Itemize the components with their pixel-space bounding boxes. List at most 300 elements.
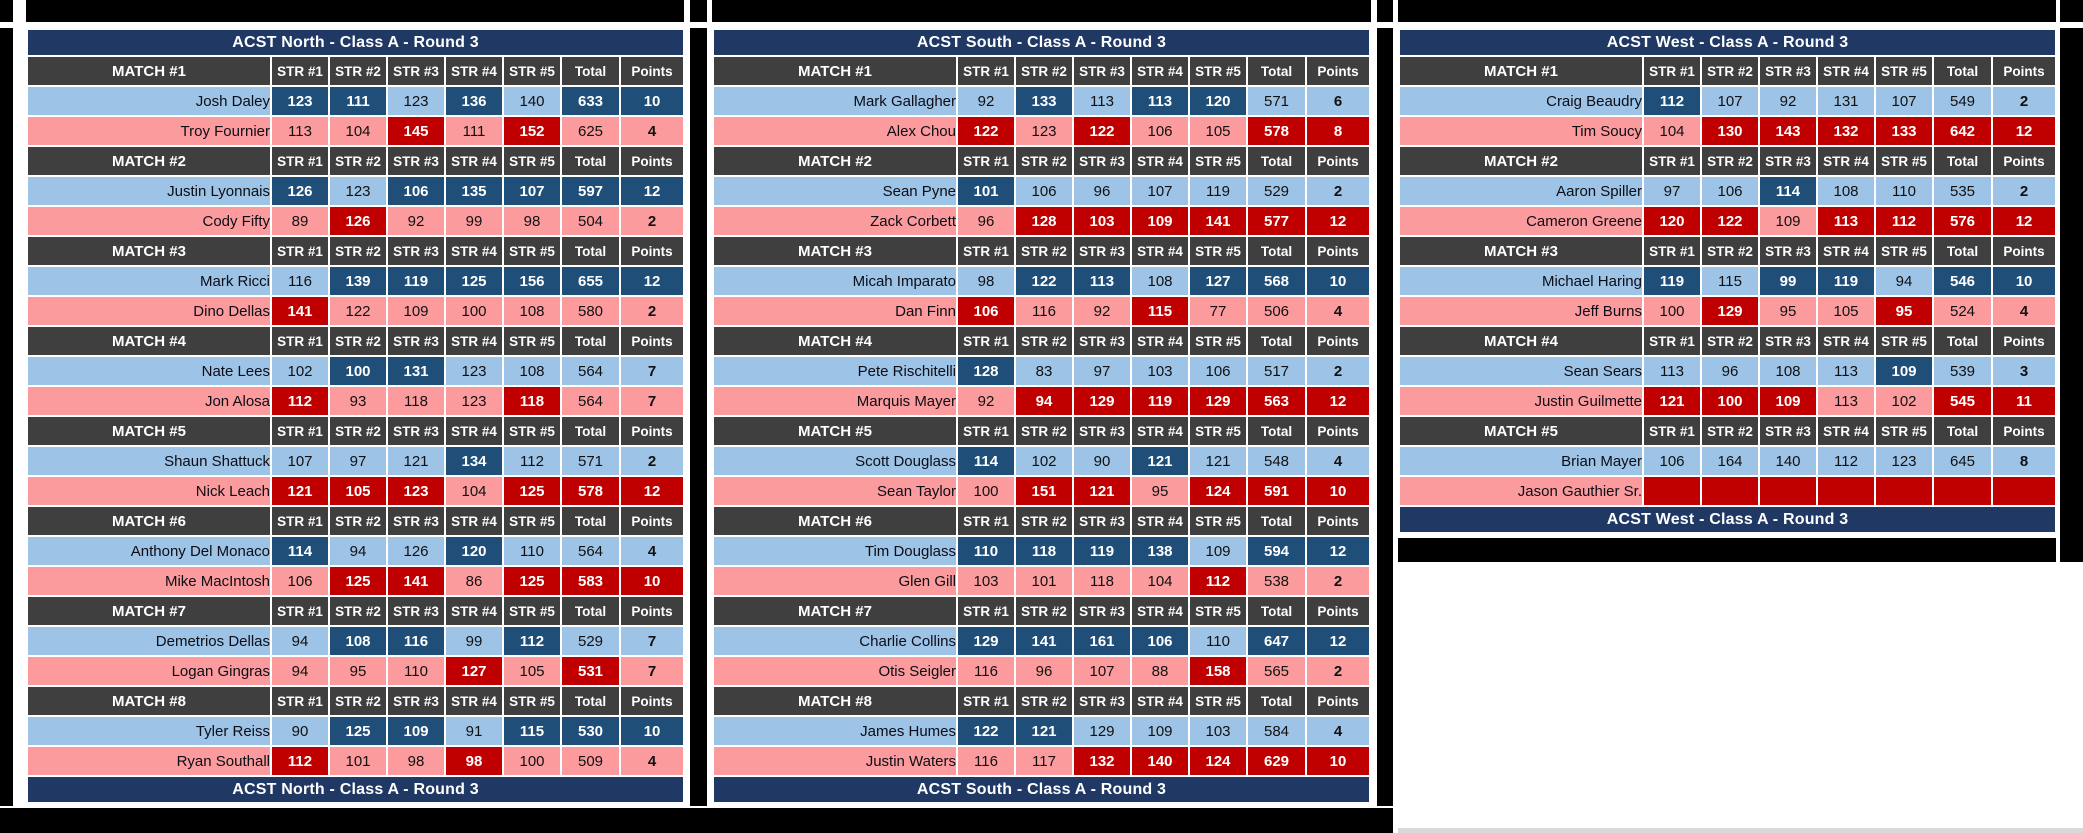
string-score: 102 xyxy=(1016,447,1072,475)
string-header: Points xyxy=(1307,57,1369,85)
string-score: 108 xyxy=(1818,177,1874,205)
string-header: Total xyxy=(1934,237,1991,265)
player-row xyxy=(28,477,683,505)
string-score: 105 xyxy=(504,657,560,685)
string-header: STR #4 xyxy=(446,687,502,715)
player-row xyxy=(714,567,1369,595)
string-header: Points xyxy=(621,687,683,715)
string-header: Points xyxy=(621,57,683,85)
points-value: 4 xyxy=(621,747,683,775)
string-header: Total xyxy=(1934,327,1991,355)
string-score: 120 xyxy=(446,537,502,565)
string-score: 106 xyxy=(1016,177,1072,205)
string-score: 108 xyxy=(330,627,386,655)
points-value: 10 xyxy=(1307,747,1369,775)
player-row xyxy=(1400,177,2055,205)
string-score: 112 xyxy=(1190,567,1246,595)
table-title: ACST West - Class A - Round 3 xyxy=(1400,30,2055,55)
points-value: 2 xyxy=(1307,177,1369,205)
string-score: 125 xyxy=(446,267,502,295)
player-name: Micah Imparato xyxy=(714,267,956,295)
player-row xyxy=(714,387,1369,415)
points-value: 2 xyxy=(1307,657,1369,685)
player-row xyxy=(1400,297,2055,325)
string-header: STR #3 xyxy=(388,597,444,625)
string-score: 94 xyxy=(272,627,328,655)
player-name: Charlie Collins xyxy=(714,627,956,655)
points-value: 10 xyxy=(621,87,683,115)
total-score: 577 xyxy=(1248,207,1305,235)
string-header: STR #5 xyxy=(504,147,560,175)
player-name: Justin Lyonnais xyxy=(28,177,270,205)
string-score: 106 xyxy=(1190,357,1246,385)
player-name: Glen Gill xyxy=(714,567,956,595)
string-score: 95 xyxy=(1760,297,1816,325)
player-name: Logan Gingras xyxy=(28,657,270,685)
string-score: 110 xyxy=(1876,177,1932,205)
string-score: 138 xyxy=(1132,537,1188,565)
points-value: 11 xyxy=(1993,387,2055,415)
string-header: Points xyxy=(621,147,683,175)
string-header: STR #3 xyxy=(1074,327,1130,355)
string-score: 108 xyxy=(504,297,560,325)
match-label: MATCH #3 xyxy=(28,237,270,265)
player-name: Mark Ricci xyxy=(28,267,270,295)
string-header: Points xyxy=(621,507,683,535)
string-score: 106 xyxy=(388,177,444,205)
match-label: MATCH #6 xyxy=(28,507,270,535)
column-separator-north-south xyxy=(690,28,707,806)
string-header: STR #2 xyxy=(1016,327,1072,355)
string-score: 103 xyxy=(1074,207,1130,235)
string-score: 125 xyxy=(504,567,560,595)
string-header: Points xyxy=(1993,417,2055,445)
string-score: 96 xyxy=(1074,177,1130,205)
string-header: STR #1 xyxy=(1644,327,1700,355)
match-label: MATCH #4 xyxy=(1400,327,1642,355)
string-score: 113 xyxy=(1132,87,1188,115)
string-header: STR #5 xyxy=(504,597,560,625)
player-row xyxy=(28,357,683,385)
string-score: 109 xyxy=(1132,207,1188,235)
points-value: 4 xyxy=(1307,447,1369,475)
match-label: MATCH #5 xyxy=(28,417,270,445)
string-score: 119 xyxy=(1132,387,1188,415)
string-header: STR #4 xyxy=(1818,417,1874,445)
string-score: 106 xyxy=(1132,117,1188,145)
string-header: Total xyxy=(1248,417,1305,445)
player-name: Sean Sears xyxy=(1400,357,1642,385)
string-score: 98 xyxy=(504,207,560,235)
player-row xyxy=(28,657,683,685)
string-score: 91 xyxy=(446,717,502,745)
string-score: 127 xyxy=(1190,267,1246,295)
string-score: 107 xyxy=(1876,87,1932,115)
total-score: 530 xyxy=(562,717,619,745)
string-header: STR #4 xyxy=(1132,57,1188,85)
string-score: 164 xyxy=(1702,447,1758,475)
string-score: 83 xyxy=(1016,357,1072,385)
string-header: STR #5 xyxy=(1190,147,1246,175)
string-score: 100 xyxy=(330,357,386,385)
string-score: 97 xyxy=(1644,177,1700,205)
total-score: 571 xyxy=(1248,87,1305,115)
string-score: 118 xyxy=(504,387,560,415)
string-score: 108 xyxy=(1132,267,1188,295)
string-score: 95 xyxy=(1132,477,1188,505)
string-header: STR #3 xyxy=(388,57,444,85)
player-row xyxy=(1400,357,2055,385)
string-header: Points xyxy=(1993,327,2055,355)
points-value: 10 xyxy=(1307,477,1369,505)
string-header: STR #5 xyxy=(1190,687,1246,715)
string-score: 121 xyxy=(1016,717,1072,745)
string-header: Total xyxy=(562,57,619,85)
string-score: 123 xyxy=(446,357,502,385)
string-header: STR #3 xyxy=(1074,687,1130,715)
points-value: 2 xyxy=(621,297,683,325)
string-header: STR #1 xyxy=(272,507,328,535)
points-value: 2 xyxy=(1993,177,2055,205)
gridline-gap xyxy=(707,0,712,22)
points-value: 10 xyxy=(621,717,683,745)
total-score: 529 xyxy=(1248,177,1305,205)
string-score: 101 xyxy=(958,177,1014,205)
string-score: 122 xyxy=(958,117,1014,145)
string-header: STR #2 xyxy=(330,237,386,265)
string-score: 96 xyxy=(1702,357,1758,385)
string-score: 114 xyxy=(958,447,1014,475)
string-score: 135 xyxy=(446,177,502,205)
total-score: 625 xyxy=(562,117,619,145)
string-header: STR #1 xyxy=(958,147,1014,175)
string-score xyxy=(1702,477,1758,505)
string-score: 108 xyxy=(1760,357,1816,385)
player-name: Cameron Greene xyxy=(1400,207,1642,235)
string-header: STR #5 xyxy=(504,237,560,265)
points-value: 7 xyxy=(621,357,683,385)
string-score: 119 xyxy=(1190,177,1246,205)
table-footer: ACST West - Class A - Round 3 xyxy=(1400,507,2055,532)
total-score: 531 xyxy=(562,657,619,685)
string-header: STR #5 xyxy=(1876,417,1932,445)
player-name: Sean Pyne xyxy=(714,177,956,205)
string-score: 158 xyxy=(1190,657,1246,685)
string-score: 103 xyxy=(1190,717,1246,745)
string-score: 118 xyxy=(1016,537,1072,565)
string-header: STR #1 xyxy=(272,57,328,85)
string-header: STR #3 xyxy=(1074,507,1130,535)
string-score: 104 xyxy=(330,117,386,145)
player-name: Scott Douglass xyxy=(714,447,956,475)
match-label: MATCH #8 xyxy=(714,687,956,715)
black-fill-under-west-table xyxy=(1398,538,2056,562)
string-score: 107 xyxy=(504,177,560,205)
string-score: 123 xyxy=(272,87,328,115)
string-score: 92 xyxy=(958,387,1014,415)
string-header: STR #1 xyxy=(1644,147,1700,175)
string-score: 125 xyxy=(330,717,386,745)
string-header: STR #4 xyxy=(1132,147,1188,175)
match-label: MATCH #3 xyxy=(714,237,956,265)
total-score: 580 xyxy=(562,297,619,325)
total-score: 655 xyxy=(562,267,619,295)
player-name: Brian Mayer xyxy=(1400,447,1642,475)
string-score: 140 xyxy=(504,87,560,115)
string-score: 145 xyxy=(388,117,444,145)
string-score: 122 xyxy=(1016,267,1072,295)
string-header: STR #1 xyxy=(1644,237,1700,265)
string-header: STR #3 xyxy=(1074,57,1130,85)
bottom-right-gray-line xyxy=(1398,828,2083,833)
string-score: 105 xyxy=(330,477,386,505)
player-row xyxy=(1400,207,2055,235)
total-score: 535 xyxy=(1934,177,1991,205)
string-header: STR #3 xyxy=(388,417,444,445)
player-name: Anthony Del Monaco xyxy=(28,537,270,565)
string-header: STR #2 xyxy=(330,327,386,355)
match-label: MATCH #1 xyxy=(28,57,270,85)
player-row xyxy=(28,447,683,475)
string-score: 90 xyxy=(1074,447,1130,475)
string-header: STR #3 xyxy=(1074,417,1130,445)
total-score: 545 xyxy=(1934,387,1991,415)
string-score: 110 xyxy=(388,657,444,685)
total-score: 539 xyxy=(1934,357,1991,385)
string-score: 122 xyxy=(958,717,1014,745)
string-score: 128 xyxy=(958,357,1014,385)
total-score: 564 xyxy=(562,357,619,385)
string-header: Points xyxy=(1993,237,2055,265)
string-score: 117 xyxy=(1016,747,1072,775)
points-value: 2 xyxy=(621,207,683,235)
total-score: 529 xyxy=(562,627,619,655)
player-name: Dan Finn xyxy=(714,297,956,325)
string-header: STR #5 xyxy=(1876,327,1932,355)
string-header: STR #1 xyxy=(1644,57,1700,85)
string-score: 132 xyxy=(1074,747,1130,775)
match-label: MATCH #6 xyxy=(714,507,956,535)
string-score: 161 xyxy=(1074,627,1130,655)
total-score: 591 xyxy=(1248,477,1305,505)
player-name: Marquis Mayer xyxy=(714,387,956,415)
player-name: Nate Lees xyxy=(28,357,270,385)
points-value: 10 xyxy=(1307,267,1369,295)
string-score: 88 xyxy=(1132,657,1188,685)
string-header: STR #3 xyxy=(1074,237,1130,265)
points-value: 4 xyxy=(621,117,683,145)
string-score: 123 xyxy=(388,87,444,115)
total-score: 538 xyxy=(1248,567,1305,595)
string-score: 141 xyxy=(388,567,444,595)
total-score: 578 xyxy=(1248,117,1305,145)
string-score: 129 xyxy=(1074,387,1130,415)
points-value: 2 xyxy=(1307,357,1369,385)
string-header: Total xyxy=(1934,147,1991,175)
string-score: 97 xyxy=(1074,357,1130,385)
string-score: 122 xyxy=(330,297,386,325)
string-score: 94 xyxy=(1016,387,1072,415)
string-header: STR #2 xyxy=(1702,327,1758,355)
string-header: STR #1 xyxy=(958,57,1014,85)
string-header: Points xyxy=(1307,327,1369,355)
points-value: 8 xyxy=(1307,117,1369,145)
string-header: STR #2 xyxy=(330,597,386,625)
column-separator-south-west xyxy=(1377,28,1393,806)
player-row xyxy=(714,747,1369,775)
gridline-gap xyxy=(2056,0,2060,22)
string-header: STR #2 xyxy=(1702,417,1758,445)
string-header: Total xyxy=(562,417,619,445)
string-header: STR #4 xyxy=(1132,597,1188,625)
string-score: 106 xyxy=(272,567,328,595)
string-score xyxy=(1644,477,1700,505)
string-header: STR #5 xyxy=(504,687,560,715)
points-value: 4 xyxy=(1307,297,1369,325)
string-score: 95 xyxy=(330,657,386,685)
string-score: 103 xyxy=(958,567,1014,595)
total-score: 524 xyxy=(1934,297,1991,325)
string-header: Total xyxy=(562,237,619,265)
total-score: 576 xyxy=(1934,207,1991,235)
player-row xyxy=(1400,387,2055,415)
string-header: Total xyxy=(562,147,619,175)
string-header: STR #2 xyxy=(330,687,386,715)
string-header: STR #2 xyxy=(330,507,386,535)
string-score: 129 xyxy=(1190,387,1246,415)
score-table-south xyxy=(712,28,1371,804)
north-table-region xyxy=(26,28,685,804)
string-header: Points xyxy=(1307,417,1369,445)
string-score: 113 xyxy=(1818,207,1874,235)
string-header: STR #4 xyxy=(1818,147,1874,175)
string-score: 141 xyxy=(272,297,328,325)
string-header: STR #2 xyxy=(1016,147,1072,175)
string-header: STR #3 xyxy=(1760,237,1816,265)
string-header: STR #4 xyxy=(1132,687,1188,715)
string-score: 100 xyxy=(1644,297,1700,325)
string-score: 143 xyxy=(1760,117,1816,145)
string-score: 106 xyxy=(1644,447,1700,475)
total-score: 647 xyxy=(1248,627,1305,655)
points-value: 4 xyxy=(621,537,683,565)
string-score: 109 xyxy=(1132,717,1188,745)
player-row xyxy=(1400,267,2055,295)
string-score: 107 xyxy=(272,447,328,475)
string-header: STR #2 xyxy=(330,147,386,175)
gridline-gap xyxy=(684,0,690,22)
string-score: 109 xyxy=(388,717,444,745)
player-row xyxy=(1400,447,2055,475)
player-row xyxy=(714,357,1369,385)
total-score: 517 xyxy=(1248,357,1305,385)
string-score: 125 xyxy=(504,477,560,505)
string-score: 107 xyxy=(1132,177,1188,205)
string-header: STR #5 xyxy=(1190,597,1246,625)
match-label: MATCH #1 xyxy=(1400,57,1642,85)
string-header: Points xyxy=(621,327,683,355)
player-name: Jeff Burns xyxy=(1400,297,1642,325)
string-score: 102 xyxy=(272,357,328,385)
string-score: 106 xyxy=(958,297,1014,325)
string-header: Total xyxy=(1248,57,1305,85)
string-score: 110 xyxy=(958,537,1014,565)
string-score: 104 xyxy=(1132,567,1188,595)
string-header: STR #4 xyxy=(1818,57,1874,85)
string-score: 156 xyxy=(504,267,560,295)
string-header: STR #5 xyxy=(1190,417,1246,445)
string-score: 105 xyxy=(1818,297,1874,325)
string-header: STR #3 xyxy=(1760,327,1816,355)
player-name: Josh Daley xyxy=(28,87,270,115)
player-name: Mark Gallagher xyxy=(714,87,956,115)
string-score: 111 xyxy=(446,117,502,145)
string-header: STR #4 xyxy=(446,57,502,85)
string-score: 140 xyxy=(1132,747,1188,775)
string-score xyxy=(1760,477,1816,505)
player-row xyxy=(28,207,683,235)
player-name: Jason Gauthier Sr. xyxy=(1400,477,1642,505)
player-row xyxy=(1400,117,2055,145)
points-value: 4 xyxy=(1307,717,1369,745)
string-score: 151 xyxy=(1016,477,1072,505)
black-fill-right-column xyxy=(2060,28,2083,562)
points-value: 3 xyxy=(1993,357,2055,385)
string-header: STR #4 xyxy=(1818,327,1874,355)
points-value: 12 xyxy=(1307,627,1369,655)
player-name: Demetrios Dellas xyxy=(28,627,270,655)
string-score: 123 xyxy=(1016,117,1072,145)
total-score: 563 xyxy=(1248,387,1305,415)
string-score: 119 xyxy=(388,267,444,295)
string-score: 120 xyxy=(1644,207,1700,235)
string-score xyxy=(1876,477,1932,505)
string-score: 104 xyxy=(446,477,502,505)
string-score: 120 xyxy=(1190,87,1246,115)
string-score: 129 xyxy=(958,627,1014,655)
string-header: STR #3 xyxy=(388,507,444,535)
string-score: 126 xyxy=(330,207,386,235)
black-fill-left-column xyxy=(0,28,13,806)
string-score: 112 xyxy=(272,387,328,415)
string-score: 113 xyxy=(272,117,328,145)
string-score: 131 xyxy=(1818,87,1874,115)
string-score: 136 xyxy=(446,87,502,115)
string-score: 100 xyxy=(446,297,502,325)
string-score: 110 xyxy=(1190,627,1246,655)
string-score: 94 xyxy=(330,537,386,565)
total-score: 594 xyxy=(1248,537,1305,565)
total-score: 584 xyxy=(1248,717,1305,745)
string-score: 109 xyxy=(1760,387,1816,415)
player-name: Cody Fifty xyxy=(28,207,270,235)
table-title: ACST South - Class A - Round 3 xyxy=(714,30,1369,55)
string-score: 97 xyxy=(330,447,386,475)
string-score: 121 xyxy=(1190,447,1246,475)
string-score: 152 xyxy=(504,117,560,145)
string-score: 141 xyxy=(1190,207,1246,235)
string-score: 110 xyxy=(504,537,560,565)
string-score: 129 xyxy=(1074,717,1130,745)
string-header: Total xyxy=(1248,237,1305,265)
total-score: 509 xyxy=(562,747,619,775)
string-score: 134 xyxy=(446,447,502,475)
player-name: Nick Leach xyxy=(28,477,270,505)
string-score: 108 xyxy=(504,357,560,385)
string-header: STR #5 xyxy=(1190,237,1246,265)
points-value: 12 xyxy=(1307,537,1369,565)
string-score: 125 xyxy=(330,567,386,595)
